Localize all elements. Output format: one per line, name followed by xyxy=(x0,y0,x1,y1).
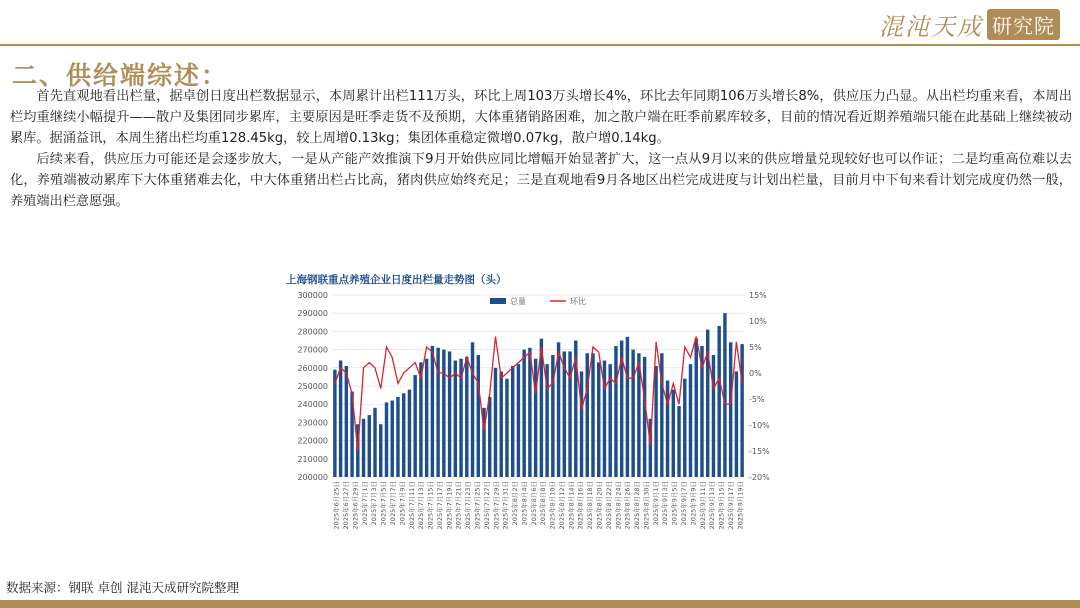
bar xyxy=(683,379,686,477)
legend-label-bar: 总量 xyxy=(510,297,526,306)
bar xyxy=(586,353,589,477)
x-tick-label: 2025年8月22日 xyxy=(604,481,613,530)
x-tick-label: 2025年7月19日 xyxy=(445,481,454,530)
x-tick-label: 2025年6月27日 xyxy=(342,481,351,530)
x-tick-label: 2025年8月4日 xyxy=(520,481,529,526)
x-tick-label: 2025年9月5日 xyxy=(670,481,679,526)
x-tick-label: 2025年7月27日 xyxy=(482,481,491,530)
x-tick-label: 2025年8月24日 xyxy=(614,481,623,530)
y2-tick-label: -10% xyxy=(749,421,770,430)
chart-title: 上海钢联重点养殖企业日度出栏量走势图（头） xyxy=(286,274,507,286)
bar xyxy=(672,390,675,477)
bar xyxy=(391,401,394,477)
x-tick-label: 2025年8月14日 xyxy=(567,481,576,530)
section-title: 二、供给端综述： xyxy=(12,61,229,90)
y-tick-label: 200000 xyxy=(297,473,328,482)
bar xyxy=(528,348,531,477)
bar xyxy=(396,397,399,477)
x-tick-label: 2025年7月3日 xyxy=(370,481,379,526)
y-tick-label: 250000 xyxy=(297,382,328,391)
logo-text: 混沌天成 xyxy=(879,12,983,41)
x-tick-label: 2025年8月10日 xyxy=(548,481,557,530)
x-tick-label: 2025年8月16日 xyxy=(576,481,585,530)
body-text xyxy=(10,86,1072,212)
bar xyxy=(499,371,502,477)
bar xyxy=(494,368,497,477)
y2-tick-label: -20% xyxy=(749,473,770,482)
x-tick-label: 2025年8月6日 xyxy=(529,481,538,526)
bar xyxy=(597,362,600,477)
bar xyxy=(614,346,617,477)
bar xyxy=(431,346,434,477)
y2-tick-label: -5% xyxy=(749,395,765,404)
bar xyxy=(442,350,445,477)
y-tick-label: 290000 xyxy=(297,309,328,319)
bar xyxy=(345,366,348,477)
bar xyxy=(402,393,405,477)
x-tick-label: 2025年9月17日 xyxy=(726,481,735,530)
x-tick-label: 2025年7月9日 xyxy=(398,481,407,526)
x-tick-label: 2025年7月31日 xyxy=(501,481,510,530)
y2-tick-label: 5% xyxy=(749,343,762,352)
bar-series xyxy=(333,313,744,477)
bar xyxy=(717,326,720,477)
bar xyxy=(517,364,520,477)
bar xyxy=(465,357,468,477)
bar xyxy=(557,342,560,477)
header-rule xyxy=(0,44,1080,46)
bar xyxy=(413,375,416,477)
x-tick-label: 2025年6月25日 xyxy=(332,481,341,530)
bar xyxy=(689,364,692,477)
bar xyxy=(339,361,342,477)
bar xyxy=(723,313,726,477)
bar xyxy=(740,344,743,477)
chart-legend xyxy=(490,296,586,306)
legend-label-line: 环比 xyxy=(570,297,586,306)
y2-tick-label: -15% xyxy=(749,447,770,456)
x-tick-label: 2025年9月9日 xyxy=(689,481,698,526)
x-tick-label: 2025年7月25日 xyxy=(473,481,482,530)
x-tick-label: 2025年9月15日 xyxy=(717,481,726,530)
line-series xyxy=(335,337,742,451)
x-tick-label: 2025年8月26日 xyxy=(623,481,632,530)
x-tick-label: 2025年7月29日 xyxy=(492,481,501,530)
x-tick-label: 2025年8月18日 xyxy=(586,481,595,530)
bar xyxy=(695,339,698,477)
y-tick-label: 240000 xyxy=(297,400,328,410)
bar xyxy=(385,402,388,477)
x-tick-label: 2025年8月30日 xyxy=(642,481,651,530)
bar xyxy=(568,351,571,477)
output-chart xyxy=(280,265,790,565)
y2-tick-label: 0% xyxy=(749,369,762,378)
bar xyxy=(333,370,336,477)
bar xyxy=(373,408,376,477)
bar xyxy=(448,351,451,477)
bar xyxy=(488,397,491,477)
x-tick-label: 2025年7月21日 xyxy=(454,481,463,530)
y-tick-label: 280000 xyxy=(297,327,328,337)
x-tick-label: 2025年7月11日 xyxy=(407,481,416,530)
bar xyxy=(368,415,371,477)
bar xyxy=(379,424,382,477)
x-tick-label: 2025年9月13日 xyxy=(708,481,717,530)
bar xyxy=(631,350,634,477)
bar xyxy=(677,406,680,477)
logo-seal: 研究院 xyxy=(987,9,1060,40)
bar xyxy=(666,381,669,477)
x-tick-label: 2025年9月11日 xyxy=(698,481,707,530)
legend-swatch-bar xyxy=(490,298,506,304)
bar xyxy=(408,390,411,477)
bar xyxy=(591,353,594,477)
y-tick-label: 220000 xyxy=(297,436,328,446)
bar xyxy=(735,371,738,477)
source-note: 数据来源：钢联 卓创 混沌天成研究院整理 xyxy=(6,580,239,595)
x-axis xyxy=(332,481,745,529)
bar xyxy=(580,371,583,477)
x-tick-label: 2025年7月17日 xyxy=(435,481,444,530)
y2-tick-label: 10% xyxy=(749,317,767,326)
x-tick-label: 2025年7月15日 xyxy=(426,481,435,530)
x-tick-label: 2025年6月29日 xyxy=(351,481,360,530)
bar xyxy=(477,355,480,477)
paragraph-2: 后续来看，供应压力可能还是会逐步放大，一是从产能产效推演下9月开始供应同比增幅开始显著扩大，这一点从9月以来的供应增量兑现较好也可以作证；二是均重高位难以去化，养殖端被动累库下大体重猪难去化，中大体重猪出栏占比高，猪肉供应始终充足；三是直观地看9月各地区出栏完成进度与计划出栏量，目前月中下旬来看计划完成度仍然一般，养殖端出栏意愿强。 xyxy=(10,152,1072,209)
bar xyxy=(712,355,715,477)
x-tick-label: 2025年9月3日 xyxy=(661,481,670,526)
bar xyxy=(511,366,514,477)
x-tick-label: 2025年9月1日 xyxy=(651,481,660,526)
x-tick-label: 2025年8月12日 xyxy=(558,481,566,530)
bar xyxy=(522,350,525,477)
x-tick-label: 2025年7月5日 xyxy=(379,481,388,526)
x-tick-label: 2025年7月1日 xyxy=(360,481,369,526)
bar xyxy=(654,366,657,477)
bar xyxy=(729,342,732,477)
y-axis-right xyxy=(749,291,770,482)
y-tick-label: 230000 xyxy=(297,418,328,428)
y-tick-label: 270000 xyxy=(297,345,328,355)
x-tick-label: 2025年7月13日 xyxy=(417,481,426,530)
bar xyxy=(534,359,537,477)
bar xyxy=(643,357,646,477)
bar xyxy=(425,359,428,477)
logo xyxy=(879,8,1060,40)
footer-bar xyxy=(0,600,1080,608)
x-tick-label: 2025年7月7日 xyxy=(389,481,397,526)
bar xyxy=(362,419,365,477)
x-tick-label: 2025年7月23日 xyxy=(464,481,473,530)
x-tick-label: 2025年8月20日 xyxy=(595,481,604,530)
y-tick-label: 300000 xyxy=(297,291,328,300)
bar xyxy=(505,379,508,477)
y-tick-label: 210000 xyxy=(297,454,328,464)
paragraph-1: 首先直观地看出栏量，据卓创日度出栏数据显示，本周累计出栏111万头，环比上周103万头增长4%，环比去年同期106万头增长8%，供应压力凸显。从出栏均重来看，本周出栏均重继续小幅提升——散户及集团同步累库，主要原因是旺季走货不及预期，大体重猪销路困难，加之散户端在旺季前累库较多，目前的情况看近期养殖端只能在此基础上继续被动累库。据涌益讯，本周生猪出栏均重128.45kg，较上周增0.13kg；集团体重稳定微增0.07kg，散户增0.14kg。 xyxy=(10,89,1072,146)
y-axis-left xyxy=(297,291,328,482)
x-tick-label: 2025年9月7日 xyxy=(680,481,688,526)
x-tick-label: 2025年8月28日 xyxy=(633,481,642,530)
y-tick-label: 260000 xyxy=(297,363,328,373)
x-tick-label: 2025年8月8日 xyxy=(539,481,548,526)
bar xyxy=(454,361,457,477)
x-tick-label: 2025年8月2日 xyxy=(511,481,519,526)
y2-tick-label: 15% xyxy=(749,291,767,300)
bar xyxy=(626,337,629,477)
x-tick-label: 2025年9月19日 xyxy=(736,481,745,530)
bar xyxy=(471,342,474,477)
